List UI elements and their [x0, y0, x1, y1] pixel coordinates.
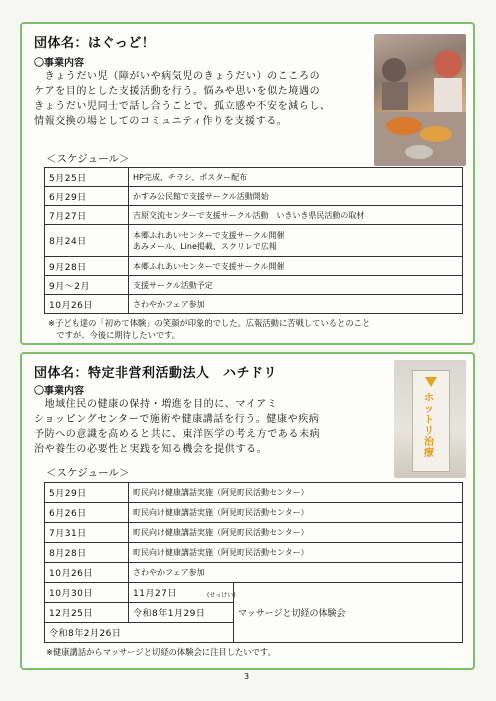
schedule-content-line: 本郷ふれあいセンターで支援サークル開催: [133, 230, 285, 240]
table-row: [45, 583, 463, 603]
description-line: 情報交換の場としてのコミュニティ作りを支援する。: [34, 116, 288, 127]
schedule-date: 6月29日: [45, 187, 129, 206]
section-heading: 〇事業内容: [34, 58, 84, 69]
schedule-date: 6月26日: [45, 503, 129, 523]
schedule-date: 10月26日: [45, 295, 129, 314]
table-row: [45, 168, 463, 187]
schedule-content: [129, 168, 463, 187]
schedule-content-line: あみメール、Line掲載、スクリレで広報: [133, 241, 277, 251]
schedule-content-line: 支援サークル活動予定: [133, 280, 213, 290]
schedule-date: 10月26日: [45, 563, 129, 583]
section-heading: 〇事業内容: [34, 386, 84, 397]
schedule-content: [129, 276, 463, 295]
schedule-table: [44, 167, 463, 314]
table-row: [45, 563, 463, 583]
schedule-content-line: 吉原交流センターで支援サークル活動 いきいき県民活動の取材: [133, 210, 365, 220]
schedule-content: 町民向け健康講話実施（阿見町民活動センター）: [129, 503, 463, 523]
description-line: 地域住民の健康の保持・増進を目的に、マイアミ: [34, 399, 278, 410]
schedule-date: 8月28日: [45, 543, 129, 563]
schedule-content-line: さわやかフェア参加: [133, 299, 205, 309]
schedule-date: 5月29日: [45, 483, 129, 503]
note-line: ※子ども達の「初めて体験」の笑顔が印象的でした。広報活動に苦戦しているとのこと: [48, 318, 371, 328]
note: [48, 317, 370, 341]
banner-text: ホットリ治療: [424, 393, 434, 459]
schedule-content: 町民向け健康講話実施（阿見町民活動センター）: [129, 483, 463, 503]
table-row: [45, 225, 463, 257]
description-line: 予防への意識を高めると共に、東洋医学の考え方である未病: [34, 429, 321, 440]
group-title: 団体名：特定非営利活動法人 ハチドリ: [34, 366, 278, 381]
schedule-heading: ＜スケジュール＞: [46, 467, 130, 479]
schedule-content: [129, 295, 463, 314]
table-row: [45, 257, 463, 276]
table-row: [45, 483, 463, 503]
activity-photo: [374, 34, 466, 166]
table-row: [45, 543, 463, 563]
schedule-date: 8月24日: [45, 225, 129, 257]
note: ※健康講話からマッサージと切経の体験会に注目したいです。: [46, 647, 276, 657]
description-line: きょうだい児（障がいや病気児のきょうだい）のこころの: [34, 71, 321, 82]
schedule-date: 12月25日: [45, 603, 129, 623]
schedule-date: 11月27日: [129, 583, 234, 603]
schedule-content-line: かすみ公民館で支援サークル活動開始: [133, 191, 269, 201]
banner: [412, 370, 450, 472]
cooking-photo-illustration: [374, 34, 466, 166]
table-row: [45, 206, 463, 225]
table-row: [45, 523, 463, 543]
schedule-content-line: HP完成、チラシ、ポスター配布: [133, 172, 248, 182]
schedule-table: [44, 482, 463, 643]
schedule-content-line: 本郷ふれあいセンターで支援サークル開催: [133, 261, 285, 271]
group-title: 団体名：はぐっど！: [34, 36, 156, 51]
table-row: [45, 295, 463, 314]
group-panel-hachidori: [20, 352, 475, 670]
table-row: [45, 503, 463, 523]
schedule-date: 9月～2月: [45, 276, 129, 295]
description-line: きょうだい児同士で話し合うことで、孤立感や不安を減らし、: [34, 101, 331, 112]
table-row: [45, 187, 463, 206]
group-panel-hagud: [20, 22, 475, 345]
schedule-date: 7月31日: [45, 523, 129, 543]
note-line: ですが、今後に期待したいです。: [48, 330, 181, 340]
description-line: ケアを目的とした支援活動を行う。悩みや思いを似た境遇の: [34, 86, 321, 97]
schedule-content: [234, 583, 463, 643]
schedule-content: [129, 225, 463, 257]
page-number: 3: [244, 672, 250, 681]
description-line: ショッピングセンターで施術や健康講話を行う。健康や疾病: [34, 414, 320, 425]
table-row: [45, 276, 463, 295]
schedule-content: [129, 187, 463, 206]
schedule-date: 令和8年1月29日: [129, 603, 234, 623]
schedule-content: 町民向け健康講話実施（阿見町民活動センター）: [129, 523, 463, 543]
description-line: 治や養生の必要性と実践を知る機会を提供する。: [34, 444, 268, 455]
description: [34, 69, 331, 129]
schedule-heading: ＜スケジュール＞: [46, 153, 130, 165]
schedule-date: 令和8年2月26日: [45, 623, 234, 643]
schedule-content: さわやかフェア参加: [129, 563, 463, 583]
ruby-annotation: (せっけい): [207, 592, 236, 599]
schedule-date: 7月27日: [45, 206, 129, 225]
schedule-content: [129, 257, 463, 276]
hummingbird-icon: [425, 377, 437, 387]
schedule-date: 9月28日: [45, 257, 129, 276]
schedule-content: [129, 206, 463, 225]
description: [34, 397, 320, 457]
banner-photo: [394, 360, 466, 478]
massage-event: マッサージと切経の体験会: [238, 609, 346, 619]
schedule-date: 10月30日: [45, 583, 129, 603]
schedule-content: 町民向け健康講話実施（阿見町民活動センター）: [129, 543, 463, 563]
schedule-date: 5月25日: [45, 168, 129, 187]
